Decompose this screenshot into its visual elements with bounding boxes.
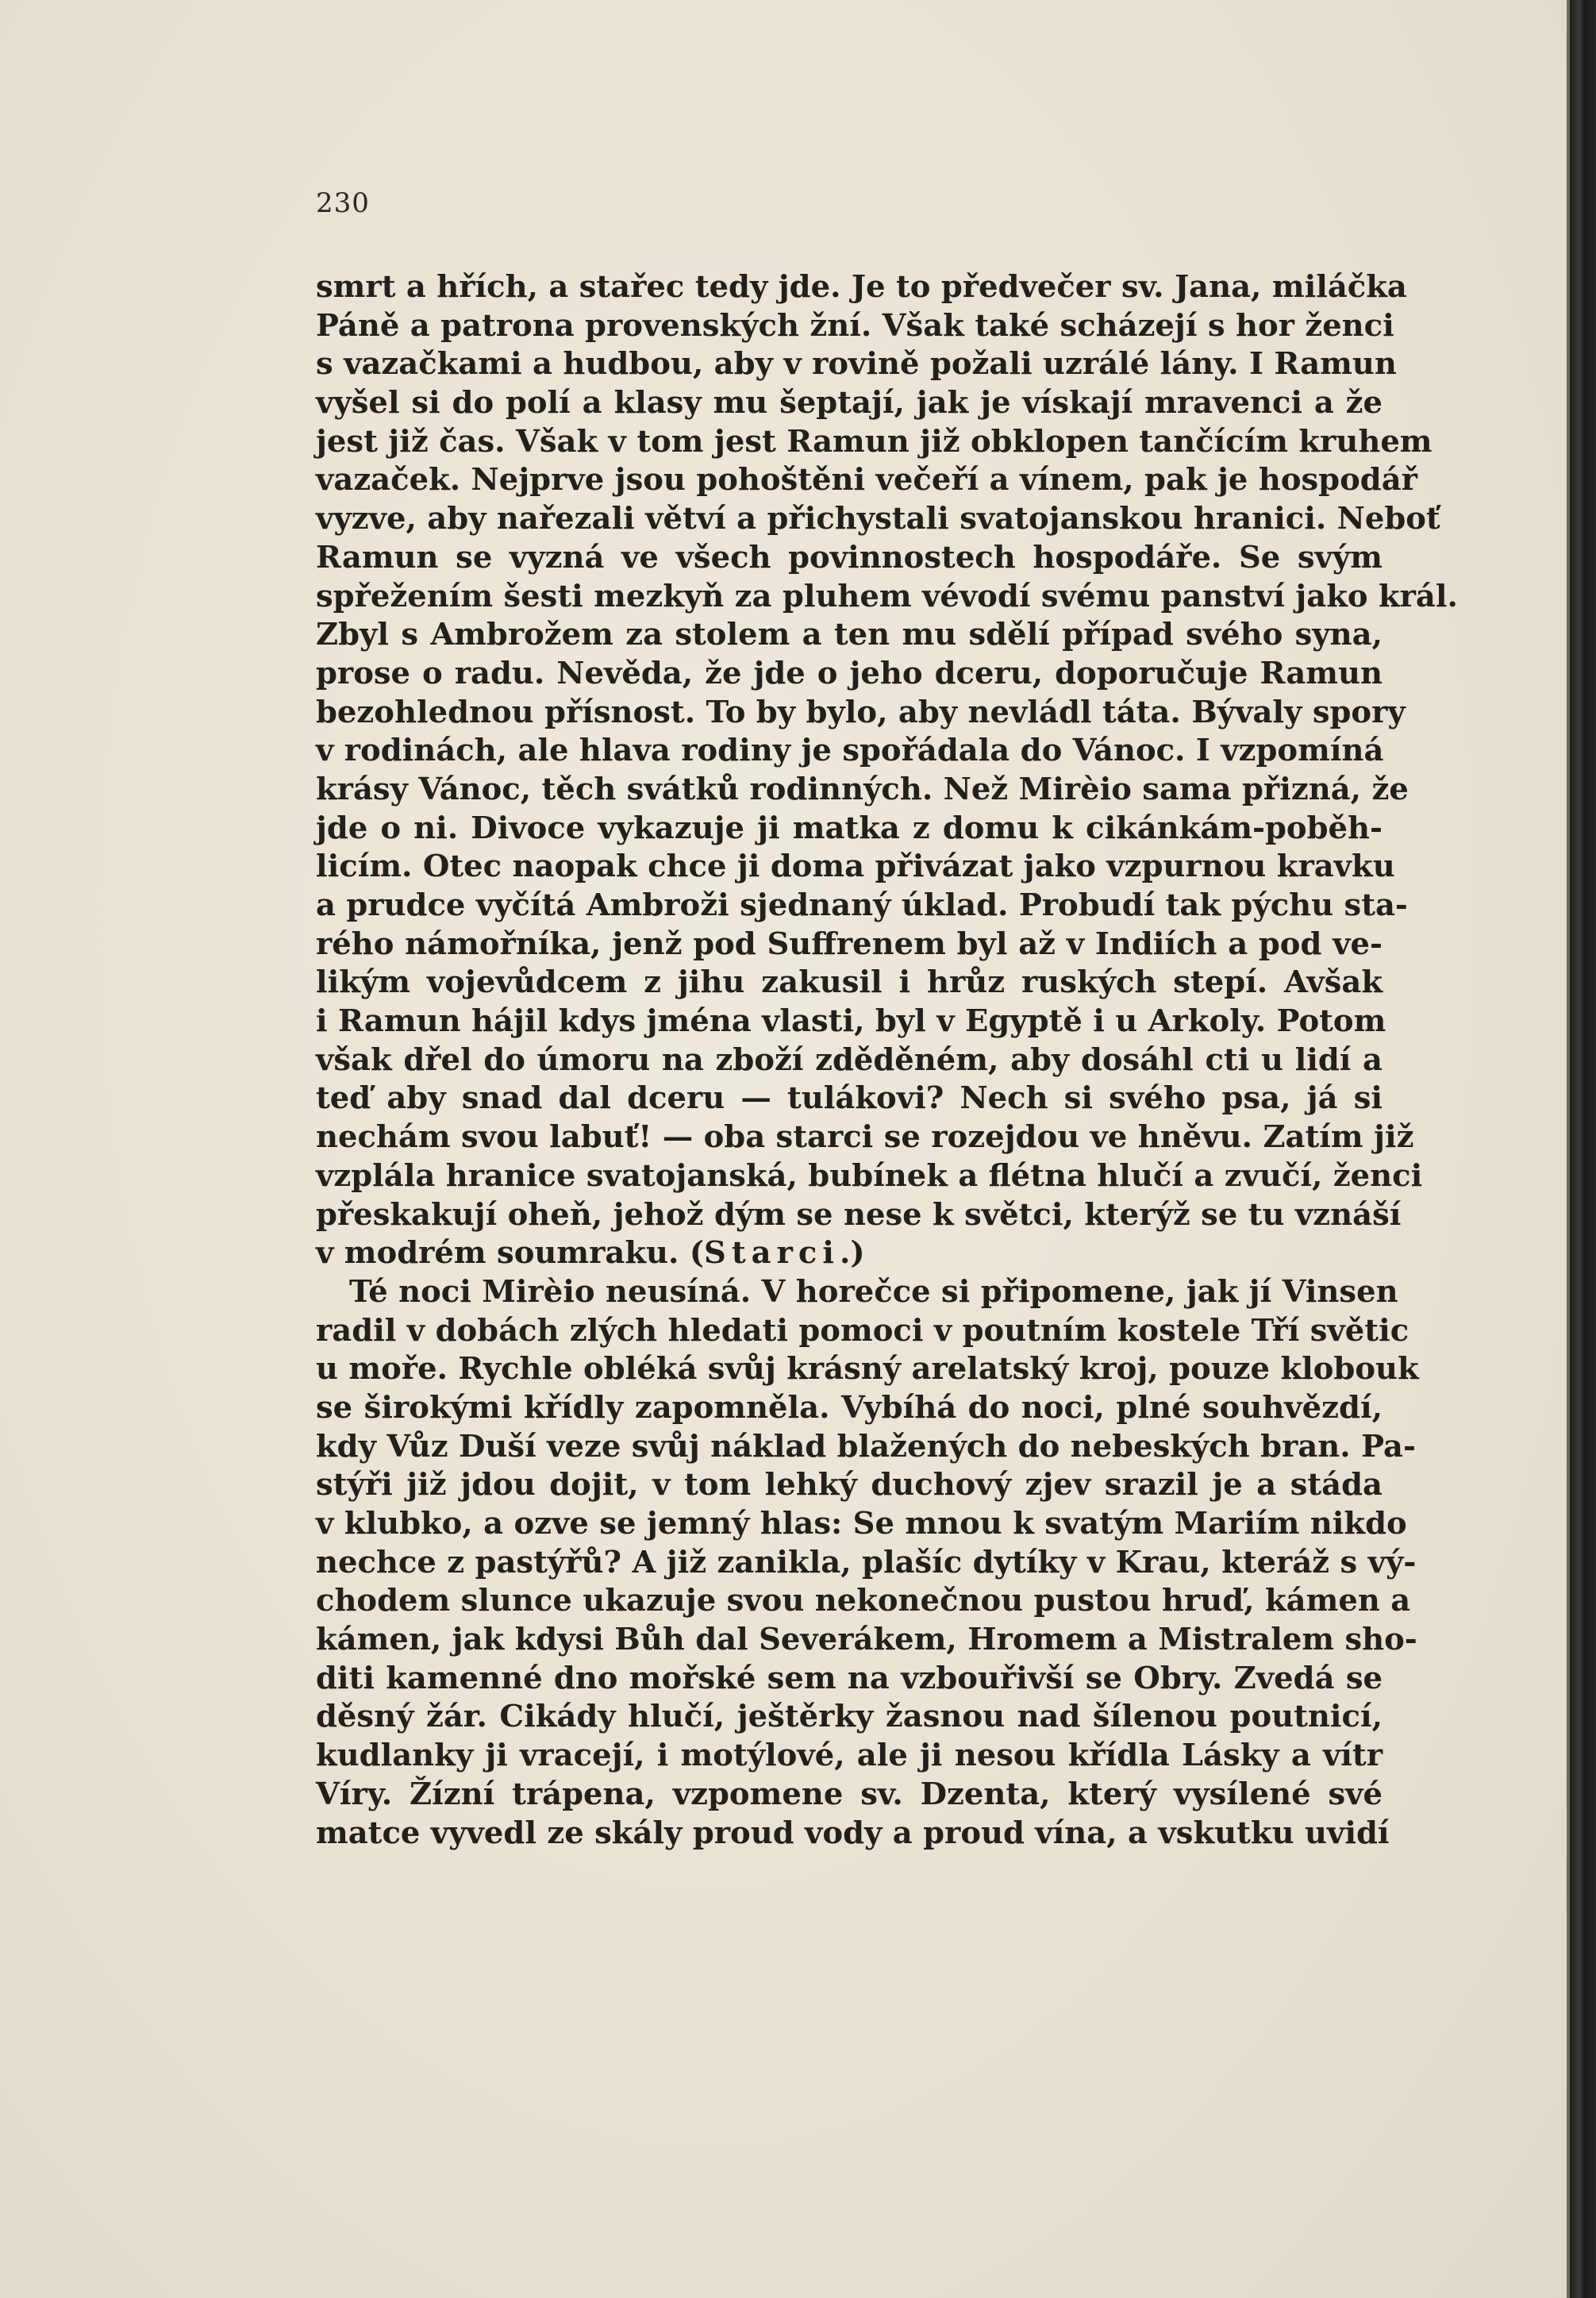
text-line (316, 1737, 1383, 1776)
text-line (316, 1428, 1416, 1467)
text-line (316, 1312, 1409, 1351)
text-line-content: Té noci Mirèio neusíná. V horečce si připomene, jak jí Vinsen (349, 1273, 1398, 1310)
text-line (316, 345, 1397, 384)
text-line-content: smrt a hřích, a stařec tedy jde. Je to předvečer sv. Jana, miláčka (316, 269, 1407, 305)
text-line-content: jest již čas. Však v tom jest Ramun již obklopen tančícím kruhem (316, 423, 1433, 460)
text-line (316, 1234, 1383, 1273)
text-line-content: děsný žár. Cikády hlučí, ještěrky žasnou nad šílenou poutnicí, (316, 1699, 1383, 1735)
text-line (316, 810, 1383, 849)
text-line (316, 1698, 1383, 1737)
text-line-content: bezohlednou přísnost. To by bylo, aby nevládl táta. Bývaly spory (316, 694, 1406, 730)
text-line (316, 1776, 1383, 1815)
text-line-content: stýři již jdou dojit, v tom lehký duchový zjev srazil je a stáda (316, 1467, 1383, 1503)
text-line-content: kámen, jak kdysi Bůh dal Severákem, Hromem a Mistralem sho- (316, 1622, 1417, 1658)
text-line-content: se širokými křídly zapomněla. Vybíhá do noci, plné souhvězdí, (316, 1389, 1383, 1426)
text-line-content: kdy Vůz Duší veze svůj náklad blažených do nebeských bran. Pa- (316, 1428, 1416, 1465)
text-line-content: vyšel si do polí a klasy mu šeptají, jak je vískají mravenci a že (316, 385, 1383, 421)
text-line-content: u moře. Rychle obléká svůj krásný arelatský kroj, pouze klobouk (316, 1351, 1419, 1388)
book-spine-edge (1570, 0, 1596, 2298)
text-line (316, 1660, 1383, 1699)
text-line-content: likým vojevůdcem z jihu zakusil i hrůz ruských stepí. Avšak (316, 964, 1383, 1001)
text-line (316, 1389, 1383, 1428)
text-line-content: vyzve, aby nařezali větví a přichystali svatojanskou hranici. Neboť (316, 501, 1440, 537)
text-line (316, 539, 1383, 578)
text-line-content: v klubko, a ozve se jemný hlas: Se mnou k svatým Mariím nikdo (316, 1506, 1407, 1542)
text-line-content: Páně a patrona provenských žní. Však také scházejí s hor ženci (316, 307, 1394, 344)
text-line (316, 268, 1407, 307)
text-line-content: teď aby snad dal dceru — tulákovi? Nech si svého psa, já si (316, 1080, 1383, 1117)
text-line-content: licím. Otec naopak chce ji doma přivázat jako vzpurnou kravku (316, 849, 1395, 885)
text-line (316, 1621, 1417, 1660)
text-line (316, 1815, 1390, 1853)
text-line (316, 1196, 1402, 1235)
text-line (316, 578, 1458, 617)
text-line (316, 964, 1383, 1003)
text-line (316, 848, 1395, 887)
text-line-content: rého námořníka, jenž pod Suffrenem byl až v Indiích a pod ve- (316, 926, 1383, 962)
text-line (316, 771, 1409, 810)
text-line (316, 500, 1440, 539)
text-line-content: Ramun se vyzná ve všech povinnostech hospodáře. Se svým (316, 539, 1383, 575)
text-line-content: s vazačkami a hudbou, aby v rovině požali uzrálé lány. I Ramun (316, 346, 1397, 383)
text-line-content: vazaček. Nejprve jsou pohoštěni večeří a vínem, pak je hospodář (316, 462, 1417, 498)
text-line (316, 1466, 1383, 1505)
text-line (316, 1544, 1417, 1583)
text-line (316, 1118, 1414, 1157)
text-line-content: však dřel do úmoru na zboží zděděném, aby dosáhl cti u lidí a (316, 1041, 1383, 1078)
text-line-content: Zbyl s Ambrožem za stolem a ten mu sdělí případ svého syna, (316, 617, 1383, 653)
text-line (316, 1350, 1419, 1389)
text-line-content: nechce z pastýřů? A již zanikla, plašíc dytíky v Krau, kteráž s vý- (316, 1544, 1417, 1580)
text-line-content: prose o radu. Nevěda, že jde o jeho dceru, doporučuje Ramun (316, 655, 1383, 691)
text-line (316, 1003, 1386, 1041)
text-line (316, 1582, 1411, 1621)
text-line-content: krásy Vánoc, těch svátků rodinných. Než Mirèio sama přizná, že (316, 771, 1409, 807)
text-line (316, 694, 1406, 733)
text-line (316, 307, 1394, 346)
text-line-content: i Ramun hájil kdys jména vlasti, byl v Egyptě i u Arkoly. Potom (316, 1003, 1386, 1040)
text-line (316, 1273, 1398, 1312)
text-line (316, 616, 1383, 655)
text-line-content: přeskakují oheň, jehož dým se nese k světci, kterýž se tu vznáší (316, 1196, 1402, 1233)
text-line-content: a prudce vyčítá Ambroži sjednaný úklad. Probudí tak pýchu sta- (316, 887, 1408, 923)
text-line (316, 1505, 1407, 1544)
text-line-content: Víry. Žízní trápena, vzpomene sv. Dzenta, který vysílené své (316, 1776, 1383, 1812)
text-line (316, 384, 1383, 423)
text-line-content: matce vyvedl ze skály proud vody a proud vína, a vskutku uvidí (316, 1815, 1390, 1851)
text-line-content: radil v dobách zlých hledati pomoci v poutním kostele Tří světic (316, 1312, 1409, 1349)
text-line (316, 732, 1383, 771)
text-line-content: kudlanky ji vracejí, i motýlové, ale ji nesou křídla Lásky a vítr (316, 1738, 1383, 1774)
body-text (316, 268, 1458, 1853)
text-line-content: vzplála hranice svatojanská, bubínek a flétna hlučí a zvučí, ženci (316, 1157, 1423, 1194)
text-line-content: v modrém soumraku. ( (316, 1235, 705, 1272)
text-line (316, 926, 1383, 964)
text-line (316, 1080, 1383, 1118)
text-line-tail: .) (839, 1235, 865, 1272)
spaced-emphasis: Starci (704, 1235, 840, 1272)
text-line (316, 1157, 1423, 1196)
text-line (316, 655, 1383, 694)
text-line-content: chodem slunce ukazuje svou nekonečnou pustou hruď, kámen a (316, 1583, 1411, 1619)
text-line-content: v rodinách, ale hlava rodiny je spořádala do Vánoc. I vzpomíná (316, 733, 1384, 769)
page-number: 230 (316, 187, 370, 219)
text-line-content: spřežením šesti mezkyň za pluhem vévodí svému panství jako král. (316, 578, 1458, 614)
text-line (316, 887, 1408, 926)
text-line (316, 423, 1433, 462)
text-line-content: diti kamenné dno mořské sem na vzbouřivší se Obry. Zvedá se (316, 1660, 1383, 1696)
text-line (316, 461, 1417, 500)
text-line (316, 1041, 1383, 1080)
text-line-content: nechám svou labuť! — oba starci se rozejdou ve hněvu. Zatím již (316, 1119, 1414, 1156)
text-line-content: jde o ni. Divoce vykazuje ji matka z domu k cikánkám-poběh- (316, 810, 1383, 846)
